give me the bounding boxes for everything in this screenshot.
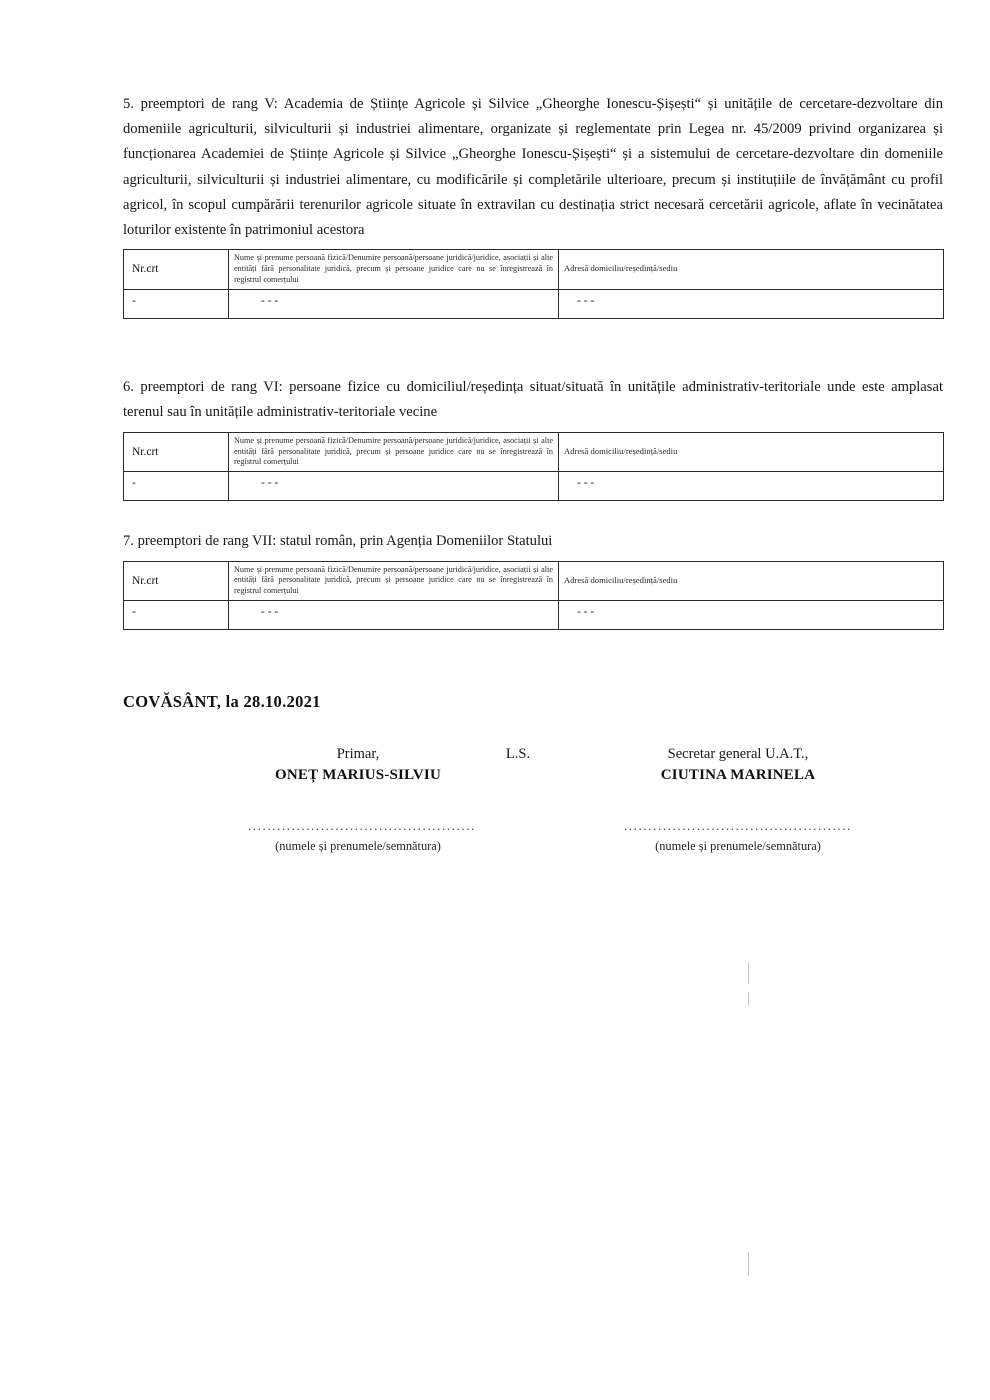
- cell-adresa: - - -: [559, 601, 944, 630]
- primar-caption: (numele și prenumele/semnătura): [275, 839, 441, 854]
- table-header-row: [124, 432, 944, 472]
- cell-nume: - - -: [229, 290, 559, 319]
- ls-label: L.S.: [505, 746, 531, 763]
- secretar-caption: (numele și prenumele/semnătura): [655, 839, 821, 854]
- header-adresa: Adresă domiciliu/reședință/sediu: [559, 250, 944, 290]
- preemptors-table-5: [123, 249, 944, 319]
- table-header-row: [124, 561, 944, 601]
- cell-adresa: - - -: [559, 290, 944, 319]
- paragraph-rank-7: 7. preemptori de rang VII: statul român, prin Agenția Domeniilor Statului: [123, 533, 553, 550]
- paragraph-rank-5: 5. preemptori de rang V: Academia de Științe Agricole și Silvice „Gheorghe Ionescu-Șișești“ și unitățile de cercetare-dezvoltare din domeniile agriculturii, silviculturii și industriei alimentare, organizate și reglementate prin Legea nr. 45/2009 privind organizarea și funcționarea Academiei de Științe Agricole și Silvice „Gheorghe Ionescu-Șișești“ și a sistemului de cercetare-dezvoltare din domeniile agriculturii, silviculturii și industriei alimentare, cu modificările și completările ulterioare, precum și instituțiile de învățământ cu profil agricol, în scopul cumpărării terenurilor agricole situate în extravilan cu destinația strict necesară cercetării agricole, aflate în vecinătatea loturilor existente în patrimoniul acestora: [123, 96, 943, 239]
- seal-placeholder: [453, 746, 583, 763]
- cell-nr-crt: -: [124, 472, 229, 501]
- header-nr-crt: Nr.crt: [124, 250, 229, 290]
- header-nr-crt: Nr.crt: [124, 561, 229, 601]
- header-adresa: Adresă domiciliu/reședință/sediu: [559, 561, 944, 601]
- primar-title: Primar,: [336, 746, 380, 763]
- primar-name: ONEȚ MARIUS-SILVIU: [275, 767, 441, 784]
- signature-secretar: [593, 746, 883, 854]
- header-adresa: Adresă domiciliu/reședință/sediu: [559, 432, 944, 472]
- spacer: [123, 501, 943, 529]
- cell-nume: - - -: [229, 601, 559, 630]
- table-row: [124, 290, 944, 319]
- cell-nr-crt: -: [124, 290, 229, 319]
- cell-nr-crt: -: [124, 601, 229, 630]
- scan-artifact: [748, 1252, 749, 1276]
- signature-primar: [248, 746, 476, 854]
- cell-nume: - - -: [229, 472, 559, 501]
- secretar-name: CIUTINA MARINELA: [660, 767, 816, 784]
- place-and-date: COVĂSÂNT, la 28.10.2021: [123, 692, 321, 712]
- preemptors-table-7: [123, 561, 944, 631]
- header-nume: Nume și prenume persoană fizică/Denumire persoană/persoane juridică/juridice, asociații și alte entități fără personalitate juridică, precum și persoane juridice care nu se înregistrează în registrul comerțului: [229, 561, 559, 601]
- primar-signature-line: ...............................................: [248, 818, 476, 834]
- header-nume: Nume și prenume persoană fizică/Denumire persoană/persoane juridică/juridice, asociații și alte entități fără personalitate juridică, precum și persoane juridice care nu se înregistrează în registrul comerțului: [229, 250, 559, 290]
- table-row: [124, 601, 944, 630]
- signature-block: [123, 746, 943, 856]
- preemptors-table-6: [123, 432, 944, 502]
- header-nume: Nume și prenume persoană fizică/Denumire persoană/persoane juridică/juridice, asociații și alte entități fără personalitate juridică, precum și persoane juridice care nu se înregistrează în registrul comerțului: [229, 432, 559, 472]
- scan-artifact: [748, 992, 749, 1006]
- secretar-signature-line: ...............................................: [624, 818, 852, 834]
- table-row: [124, 472, 944, 501]
- document-content: [123, 92, 943, 856]
- paragraph-rank-6: 6. preemptori de rang VI: persoane fizice cu domiciliul/reședința situat/situată în unitățile administrativ-teritoriale unde este amplasat terenul sau în unitățile administrativ-teritoriale vecine: [123, 379, 943, 421]
- spacer: [123, 319, 943, 375]
- scan-artifact: [748, 962, 749, 984]
- header-nr-crt: Nr.crt: [124, 432, 229, 472]
- cell-adresa: - - -: [559, 472, 944, 501]
- table-header-row: [124, 250, 944, 290]
- secretar-title: Secretar general U.A.T.,: [667, 746, 809, 763]
